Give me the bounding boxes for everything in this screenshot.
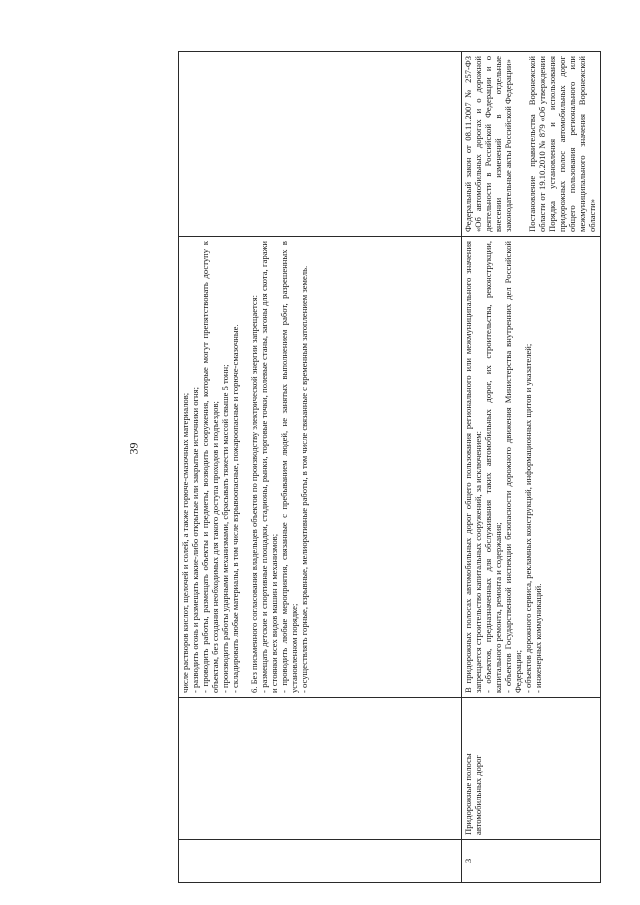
restriction-line: В придорожных полосах автомобильных дорог общего пользования регионального или межмуниципального значения запрещается строительство капитальных сооружений, за исключением: <box>463 241 483 693</box>
restriction-line: - размещать детские и спортивные площадки, стадионы, рынки, торговые точки, полевые станы, загоны для скота, гаражи и стоянки всех видов машин и механизмов; <box>258 241 279 693</box>
restriction-line: - производить работы ударными механизмами, сбрасывать тяжести массой свыше 5 тонн; <box>219 364 230 693</box>
restriction-line: - осуществлять горные, взрывные, мелиоративные работы, в том числе связанные с временным затоплением земель. <box>298 265 309 693</box>
landscape-page <box>178 51 597 883</box>
restriction-line: числе растворов кислот, щелочей и солей, а также горюче-смазочных материалов; <box>180 392 190 693</box>
restriction-line: - объектов Государственной инспекции безопасности дорожного движения Министерства внутренних дел Российской Федерации; <box>502 241 523 693</box>
restriction-line: - объектов дорожного сервиса, рекламных конструкций, информационных щитов и указателей; <box>522 343 533 693</box>
legal-basis-line: Федеральный закон от 08.11.2007 № 257-ФЗ «Об автомобильных дорогах и о дорожной деятельности в Российской Федерации и о внесении изменений в отдельные законодательные акты Российской Федерации» <box>463 56 513 232</box>
restriction-line: 6. Без письменного согласования владельцев объектов по производству электрической энергии запрещается: <box>248 294 259 693</box>
page-number: 39 <box>126 442 141 455</box>
restriction-line: - инженерных коммуникаций. <box>532 583 543 693</box>
row-number-cell: 3 <box>462 840 601 883</box>
legal-basis-line: Постановление правительства Воронежской области от 19.10.2010 № 879 «Об утверждении Порядка установления и использования придорожных полос автомобильных дорог общего пользования регионального или межмуниципального значения Воронежской области» <box>526 56 597 232</box>
restrictions-table <box>178 51 601 883</box>
row-number-cell <box>179 840 462 883</box>
restriction-line: - проводить работы, размещать объекты и предметы, возводить сооружения, которые могут препятствовать доступу к объектам, без создания необходимых для такого доступа проходов и подъездов; <box>199 241 220 693</box>
table-row <box>179 52 462 883</box>
restriction-line: - разводить огонь и размещать какие-либо открытые или закрытые источники огня; <box>189 387 200 693</box>
legal-basis-cell <box>462 52 601 237</box>
zone-name-cell <box>179 698 462 840</box>
restrictions-cell <box>462 237 601 698</box>
table-row <box>462 52 601 883</box>
legal-basis-cell <box>179 52 462 237</box>
restrictions-cell <box>179 237 462 698</box>
restriction-line: - объектов, предназначенных для обслуживания таких автомобильных дорог, их строительства, реконструкции, капитального ремонта, ремонта и содержания; <box>482 241 503 693</box>
restriction-line: - проводить любые мероприятия, связанные с пребыванием людей, не занятых выполнением работ, разрешенных в установленном порядке; <box>278 241 299 693</box>
zone-name-cell: Придорожные полосы автомобильных дорог <box>462 698 601 840</box>
restriction-line: - складировать любые материалы, в том числе взрывоопасные, пожароопасные и горюче-смазочные. <box>229 324 240 693</box>
